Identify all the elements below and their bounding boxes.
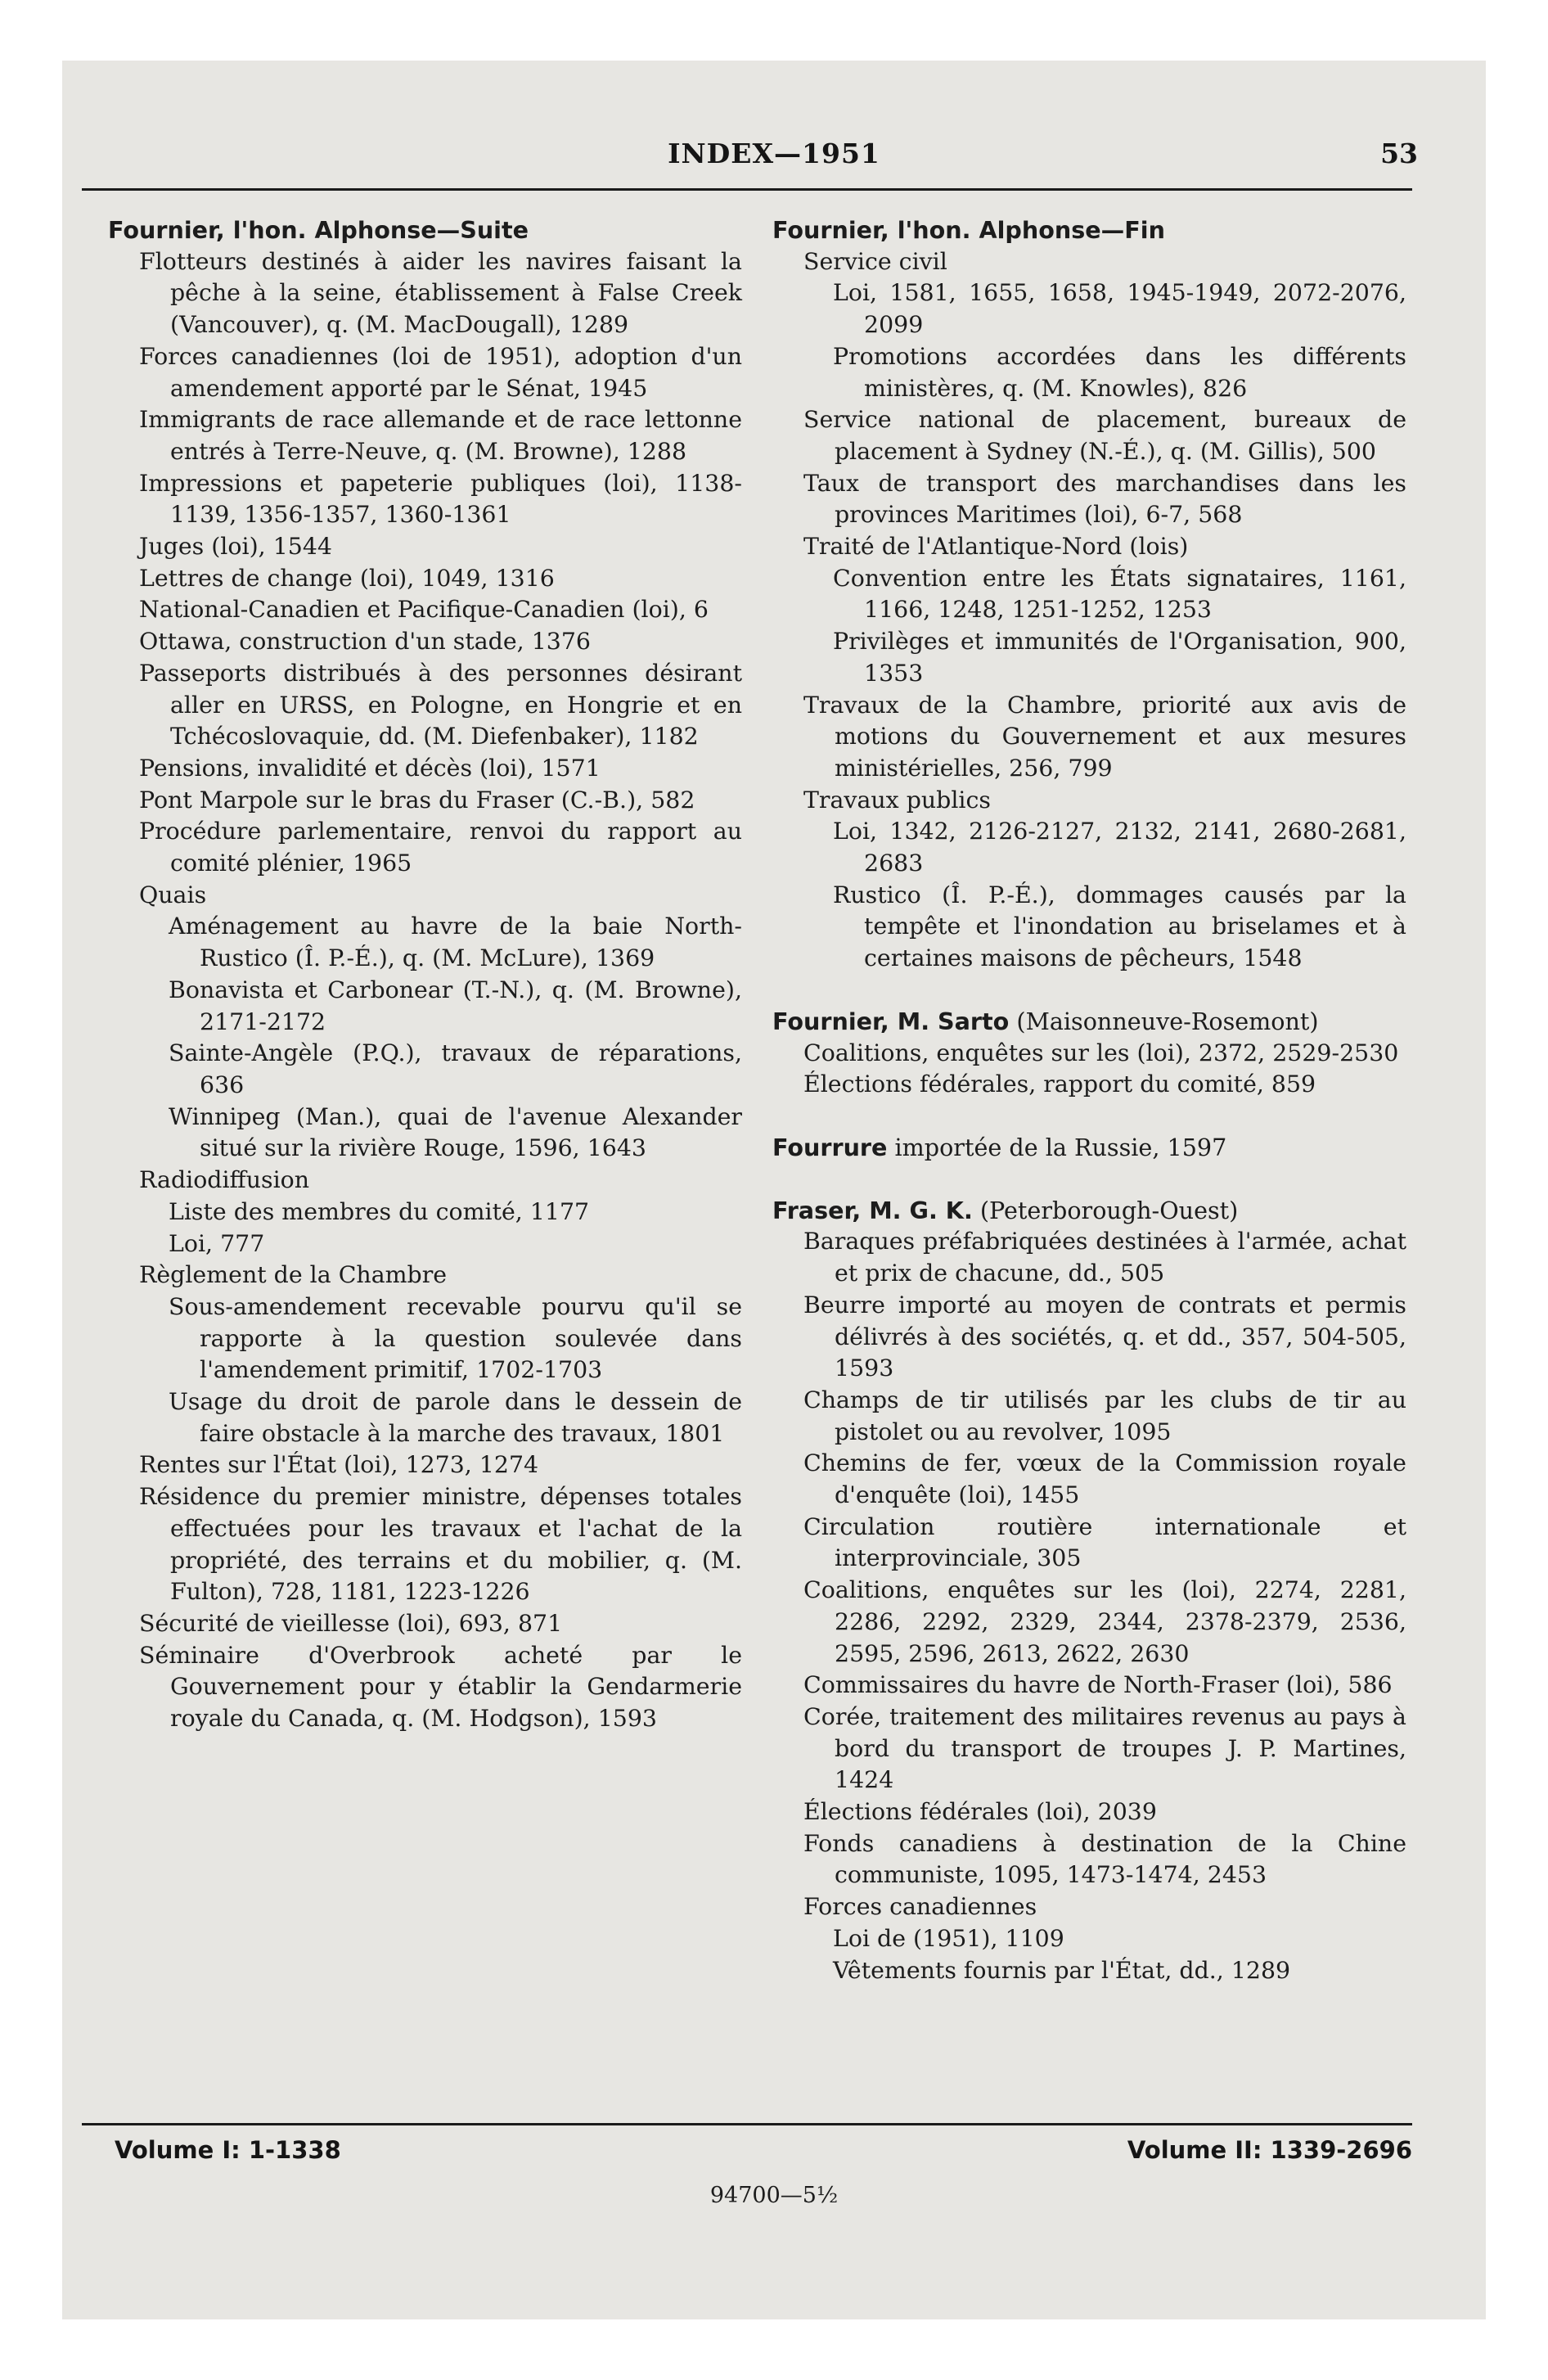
footer-rule bbox=[82, 2123, 1412, 2125]
index-entry: Passeports distribués à des personnes désirant aller en URSS, en Pologne, en Hongrie et en Tchécoslovaquie, dd. (M. Diefenbaker), 1182 bbox=[139, 659, 742, 751]
index-entry: Séminaire d'Overbrook acheté par le Gouvernement pour y établir la Gendarmerie royale du Canada, q. (M. Hodgson), 1593 bbox=[139, 1641, 742, 1733]
index-heading bbox=[772, 214, 1406, 246]
index-heading-name: Fourrure bbox=[772, 1133, 888, 1161]
volume-one-range: Volume I: 1-1338 bbox=[115, 2136, 341, 2164]
index-entry: Fonds canadiens à destination de la Chine communiste, 1095, 1473-1474, 2453 bbox=[803, 1829, 1406, 1889]
index-heading bbox=[772, 1195, 1406, 1227]
index-subentry: Sous-amendement recevable pourvu qu'il se rapporte à la question soulevée dans l'amendement primitif, 1702-1703 bbox=[169, 1292, 742, 1384]
index-entry: Service national de placement, bureaux de placement à Sydney (N.-É.), q. (M. Gillis), 500 bbox=[803, 406, 1406, 465]
index-entry: Circulation routière internationale et interprovinciale, 305 bbox=[803, 1512, 1406, 1572]
index-entry: Baraques préfabriquées destinées à l'armée, achat et prix de chacune, dd., 505 bbox=[803, 1228, 1406, 1287]
index-heading-detail: importée de la Russie, 1597 bbox=[887, 1133, 1227, 1161]
index-subentry: Sainte-Angèle (P.Q.), travaux de réparations, 636 bbox=[169, 1039, 742, 1098]
index-entry: Travaux publics bbox=[803, 786, 991, 814]
index-heading bbox=[772, 1006, 1406, 1038]
index-entry: Taux de transport des marchandises dans les provinces Maritimes (loi), 6-7, 568 bbox=[803, 469, 1406, 529]
index-entry: Pont Marpole sur le bras du Fraser (C.-B.), 582 bbox=[139, 786, 695, 814]
page-title: INDEX—1951 bbox=[668, 137, 880, 169]
index-subentry: Convention entre les États signataires, 1161, 1166, 1248, 1251-1252, 1253 bbox=[833, 564, 1406, 624]
index-subentry: Winnipeg (Man.), quai de l'avenue Alexander situé sur la rivière Rouge, 1596, 1643 bbox=[169, 1102, 742, 1162]
index-entry: Chemins de fer, vœux de la Commission royale d'enquête (loi), 1455 bbox=[803, 1449, 1406, 1509]
index-entry: Sécurité de vieillesse (loi), 693, 871 bbox=[139, 1609, 563, 1637]
index-entry: Flotteurs destinés à aider les navires faisant la pêche à la seine, établissement à False Creek (Vancouver), q. (M. MacDougall), 1289 bbox=[139, 247, 742, 339]
index-entry: Procédure parlementaire, renvoi du rapport au comité plénier, 1965 bbox=[139, 818, 742, 877]
index-entry: Juges (loi), 1544 bbox=[139, 533, 332, 561]
index-subentry: Privilèges et immunités de l'Organisation, 900, 1353 bbox=[833, 628, 1406, 687]
index-subentry: Loi de (1951), 1109 bbox=[833, 1924, 1064, 1952]
index-entry: Travaux de la Chambre, priorité aux avis de motions du Gouvernement et aux mesures ministérielles, 256, 799 bbox=[803, 691, 1406, 782]
index-entry: Règlement de la Chambre bbox=[139, 1261, 448, 1289]
index-subentry: Usage du droit de parole dans le dessein de faire obstacle à la marche des travaux, 1801 bbox=[169, 1388, 742, 1447]
index-heading bbox=[772, 1132, 1406, 1164]
index-entry: Quais bbox=[139, 881, 207, 908]
index-subentry: Promotions accordées dans les différents ministères, q. (M. Knowles), 826 bbox=[833, 342, 1406, 402]
index-entry: Commissaires du havre de North-Fraser (loi), 586 bbox=[803, 1671, 1393, 1699]
index-entry: Pensions, invalidité et décès (loi), 1571 bbox=[139, 754, 601, 782]
index-heading bbox=[108, 214, 742, 246]
index-entry: Ottawa, construction d'un stade, 1376 bbox=[139, 628, 591, 656]
index-subentry: Rustico (Î. P.-É.), dommages causés par la tempête et l'inondation au briselames et à certaines maisons de pêcheurs, 1548 bbox=[833, 881, 1406, 972]
index-entry: Forces canadiennes bbox=[803, 1893, 1037, 1921]
index-entry: Coalitions, enquêtes sur les (loi), 2274, 2281, 2286, 2292, 2329, 2344, 2378-2379, 2536, 2595, 2596, 2613, 2622, 2630 bbox=[803, 1576, 1406, 1667]
index-entry: Champs de tir utilisés par les clubs de tir au pistolet ou au revolver, 1095 bbox=[803, 1386, 1406, 1445]
right-column bbox=[772, 214, 1406, 1986]
index-entry: Traité de l'Atlantique-Nord (lois) bbox=[803, 533, 1189, 561]
page-code: 94700—5½ bbox=[709, 2183, 839, 2208]
index-subentry: Aménagement au havre de la baie North-Rustico (Î. P.-É.), q. (M. McLure), 1369 bbox=[169, 913, 742, 972]
index-entry: Radiodiffusion bbox=[139, 1166, 310, 1194]
index-entry: Élections fédérales (loi), 2039 bbox=[803, 1798, 1157, 1826]
index-entry: Service civil bbox=[803, 247, 947, 275]
header-rule bbox=[82, 188, 1412, 191]
index-entry: Forces canadiennes (loi de 1951), adoption d'un amendement apporté par le Sénat, 1945 bbox=[139, 342, 742, 402]
index-subentry: Bonavista et Carbonear (T.-N.), q. (M. Browne), 2171-2172 bbox=[169, 976, 742, 1035]
left-column bbox=[108, 214, 742, 1735]
index-entry: Coalitions, enquêtes sur les (loi), 2372, 2529-2530 bbox=[803, 1039, 1399, 1066]
index-heading-name: Fournier, M. Sarto bbox=[772, 1007, 1010, 1035]
index-entry: Lettres de change (loi), 1049, 1316 bbox=[139, 564, 555, 592]
volume-two-range: Volume II: 1339-2696 bbox=[1127, 2136, 1412, 2164]
index-entry: Résidence du premier ministre, dépenses totales effectuées pour les travaux et l'achat de la propriété, des terrains et du mobilier, q. (M. Fulton), 728, 1181, 1223-1226 bbox=[139, 1483, 742, 1606]
index-heading-name: Fraser, M. G. K. bbox=[772, 1196, 973, 1224]
index-heading-name: Fournier, l'hon. Alphonse—Suite bbox=[108, 216, 529, 244]
index-entry: Rentes sur l'État (loi), 1273, 1274 bbox=[139, 1451, 539, 1479]
index-heading-detail: (Maisonneuve-Rosemont) bbox=[1009, 1007, 1319, 1035]
index-subentry: Loi, 1581, 1655, 1658, 1945-1949, 2072-2076, 2099 bbox=[833, 279, 1406, 339]
index-subentry: Vêtements fournis par l'État, dd., 1289 bbox=[833, 1956, 1291, 1984]
index-subentry: Loi, 777 bbox=[169, 1229, 265, 1257]
index-heading-detail: (Peterborough-Ouest) bbox=[972, 1196, 1239, 1224]
index-entry: Corée, traitement des militaires revenus au pays à bord du transport de troupes J. P. Martines, 1424 bbox=[803, 1702, 1406, 1794]
index-entry: Immigrants de race allemande et de race lettonne entrés à Terre-Neuve, q. (M. Browne), 1288 bbox=[139, 406, 742, 465]
index-entry: National-Canadien et Pacifique-Canadien (loi), 6 bbox=[139, 596, 709, 624]
index-subentry: Liste des membres du comité, 1177 bbox=[169, 1197, 590, 1225]
index-entry: Élections fédérales, rapport du comité, 859 bbox=[803, 1071, 1316, 1098]
index-entry: Impressions et papeterie publiques (loi), 1138-1139, 1356-1357, 1360-1361 bbox=[139, 469, 742, 529]
page-number: 53 bbox=[1380, 137, 1418, 169]
index-heading-name: Fournier, l'hon. Alphonse—Fin bbox=[772, 216, 1165, 244]
index-subentry: Loi, 1342, 2126-2127, 2132, 2141, 2680-2681, 2683 bbox=[833, 818, 1406, 877]
index-entry: Beurre importé au moyen de contrats et permis délivrés à des sociétés, q. et dd., 357, 504-505, 1593 bbox=[803, 1291, 1406, 1382]
